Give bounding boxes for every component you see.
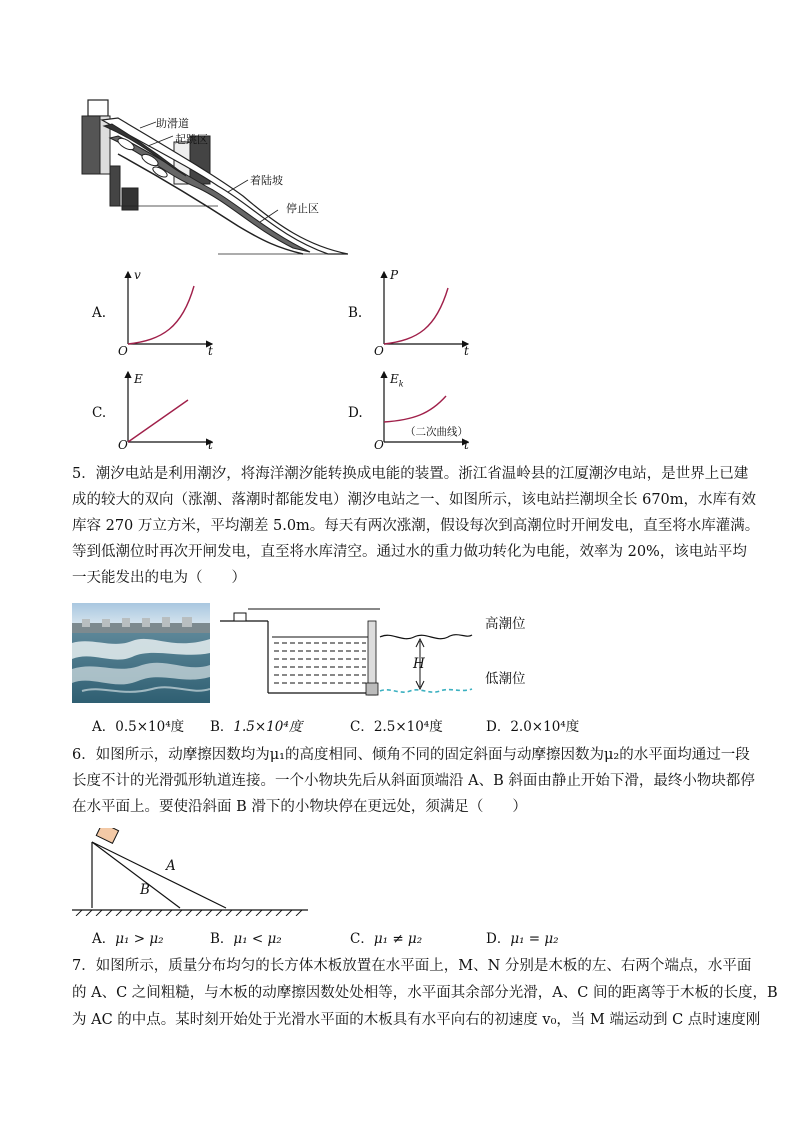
- q6-line-2: 长度不计的光滑弧形轨道连接。一个小物块先后从斜面顶端沿 A、B 斜面由静止开始下滑，最终小物块都停: [72, 773, 755, 789]
- q6-option-a[interactable]: [92, 927, 164, 947]
- q5-line-3: 库容 270 万立方米，平均潮差 5.0m。每天有两次涨潮，假设每次到高潮位时开闸发电，直至将水库灌满。: [72, 518, 760, 534]
- ski-jump-figure: [78, 96, 348, 256]
- q5-line-4: 等到低潮位时再次开闸发电，直至将水库清空。通过水的重力做功转化为电能，效率为 20%，该电站平均: [72, 544, 747, 560]
- q6-option-c[interactable]: [350, 927, 422, 947]
- q6-line-3: 在水平面上。要使沿斜面 B 滑下的小物块停在更远处，须满足（ ）: [72, 799, 527, 815]
- q7-line-3: 为 AC 的中点。某时刻开始处于光滑水平面的木板具有水平向右的初速度 v₀，当 M 端运动到 C 点时速度刚: [72, 1012, 761, 1028]
- q5-option-c-value: 2.5×10⁴度: [373, 719, 443, 735]
- q4-d-y-axis: [390, 372, 404, 388]
- q6-option-a-value: μ₁ > μ₂: [115, 931, 164, 947]
- q4-c-origin: O: [118, 438, 128, 452]
- q4-d-y-axis-main: E: [390, 372, 399, 386]
- q5-line-2: 成的较大的双向（涨潮、落潮时都能发电）潮汐电站之一、如图所示，该电站拦潮坝全长 670m，水库有效: [72, 492, 757, 508]
- q5-option-d-value: 2.0×10⁴度: [510, 719, 580, 735]
- label-assist-track: 助滑道: [156, 117, 189, 130]
- incline-label-a: A: [166, 858, 176, 874]
- q4-graph-a: [112, 268, 222, 360]
- q5-option-b-letter: B．: [210, 719, 234, 735]
- tide-height-label: H: [413, 656, 425, 672]
- q4-graph-c: [112, 368, 222, 450]
- q4-option-a-letter: A.: [92, 305, 107, 321]
- q6-option-d-letter: D．: [486, 931, 511, 947]
- q6-option-b-letter: B．: [210, 931, 234, 947]
- q4-a-x-axis: t: [208, 344, 213, 358]
- q6-option-b[interactable]: [210, 927, 282, 947]
- q5-option-a-value: 0.5×10⁴度: [115, 719, 185, 735]
- low-tide-label: 低潮位: [485, 671, 526, 687]
- q4-c-x-axis: t: [208, 438, 213, 452]
- q4-graph-b: [368, 268, 478, 360]
- q5-option-d[interactable]: [486, 715, 579, 735]
- q6-option-d[interactable]: [486, 927, 559, 947]
- q5-option-b[interactable]: [210, 715, 302, 735]
- q4-option-b-letter: B.: [348, 305, 363, 321]
- q4-d-note: （二次曲线）: [405, 426, 468, 438]
- q4-d-y-axis-sub: k: [398, 379, 404, 389]
- q5-option-c-letter: C．: [350, 719, 374, 735]
- q5-option-d-letter: D．: [486, 719, 511, 735]
- q4-b-origin: O: [374, 344, 384, 358]
- high-tide-label: 高潮位: [485, 616, 526, 632]
- q4-a-y-axis: v: [134, 268, 141, 282]
- q4-b-y-axis: P: [390, 268, 399, 282]
- tidal-station-photo: [72, 603, 210, 703]
- q5-option-b-value: 1.5×10⁴度: [233, 719, 303, 735]
- tidal-dam-diagram: [220, 603, 480, 703]
- label-takeoff-zone: 起跳区: [175, 133, 208, 146]
- q6-option-b-value: μ₁ < μ₂: [233, 931, 282, 947]
- label-landing-slope: 着陆坡: [250, 174, 283, 187]
- q4-a-origin: O: [118, 344, 128, 358]
- q5-line-5: 一天能发出的电为（ ）: [72, 570, 246, 586]
- q7-line-1: 7．如图所示，质量分布均匀的长方体木板放置在水平面上，M、N 分别是木板的左、右两个端点，水平面: [72, 958, 752, 974]
- q4-c-y-axis: E: [134, 372, 143, 386]
- q7-line-2: 的 A、C 之间粗糙，与木板的动摩擦因数处处相等，水平面其余部分光滑，A、C 间的距离等于木板的长度，B: [72, 985, 778, 1001]
- q6-line-1: 6．如图所示，动摩擦因数均为μ₁的高度相同、倾角不同的固定斜面与动摩擦因数为μ₂的水平面均通过一段: [72, 747, 750, 763]
- q5-option-a-letter: A．: [92, 719, 116, 735]
- label-stop-zone: 停止区: [286, 202, 319, 215]
- q4-d-x-axis: t: [464, 438, 469, 452]
- q4-b-x-axis: t: [464, 344, 469, 358]
- incline-diagram: [72, 828, 312, 916]
- q6-option-c-value: μ₁ ≠ μ₂: [373, 931, 423, 947]
- q5-option-c[interactable]: [350, 715, 443, 735]
- q4-option-d-letter: D.: [348, 405, 363, 421]
- q4-d-origin: O: [374, 438, 384, 452]
- incline-label-b: B: [140, 882, 150, 898]
- q6-option-a-letter: A．: [92, 931, 116, 947]
- q6-option-c-letter: C．: [350, 931, 374, 947]
- q5-line-1: 5．潮汐电站是利用潮汐，将海洋潮汐能转换成电能的装置。浙江省温岭县的江厦潮汐电站，是世界上已建: [72, 466, 749, 482]
- q6-option-d-value: μ₁ = μ₂: [510, 931, 559, 947]
- q5-option-a[interactable]: [92, 715, 184, 735]
- q4-option-c-letter: C.: [92, 405, 107, 421]
